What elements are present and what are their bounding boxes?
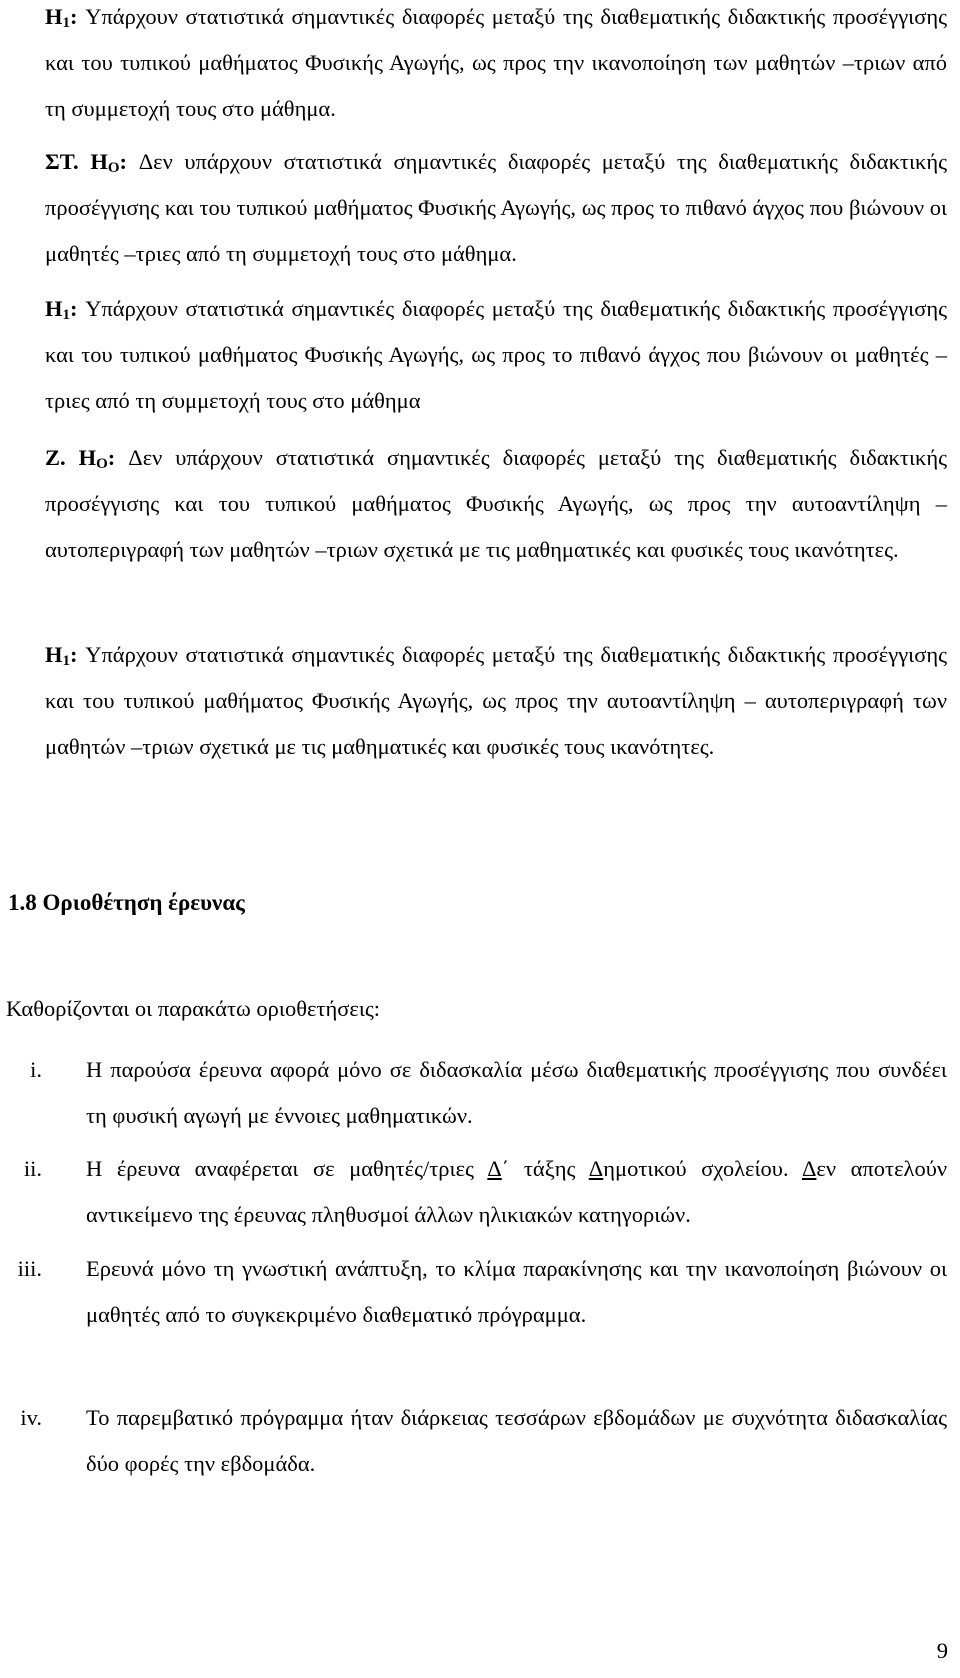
list-item-number: ii. (23, 1156, 42, 1181)
hypothesis-symbol: $H_1$: (45, 296, 78, 323)
hypothesis-symbol: $H_1$: (45, 642, 78, 669)
underlined-letter: Δ (487, 1156, 502, 1181)
section-heading: 1.8 Οριοθέτηση έρευνας (8, 890, 245, 915)
hypothesis-h0-anxiety (45, 139, 947, 277)
hypothesis-text: Δεν υπάρχουν στατιστικά σημαντικές διαφορές μεταξύ της διαθεματικής διδακτικής προσέγγισης και του τυπικού μαθήματος Φυσικής Αγωγής, ως προς την αυτοαντίληψη – αυτοπεριγραφή των μαθητών –τριων σχετικά με τις μαθηματικές και φυσικές τους ικανότητες. (45, 445, 948, 562)
hypothesis-text: Υπάρχουν στατιστικά σημαντικές διαφορές μεταξύ της διαθεματικής διδακτικής προσέγγισης και του τυπικού μαθήματος Φυσικής Αγωγής, ως προς το πιθανό άγχος που βιώνουν οι μαθητές –τριες από τη συμμετοχή τους στο μάθημα (45, 296, 947, 413)
list-item-number: iv. (20, 1405, 42, 1430)
hypothesis-text: Δεν υπάρχουν στατιστικά σημαντικές διαφορές μεταξύ της διαθεματικής διδακτικής προσέγγισης και του τυπικού μαθήματος Φυσικής Αγωγής, ως προς το πιθανό άγχος που βιώνουν οι μαθητές –τριες από τη συμμετοχή τους στο μάθημα. (45, 149, 948, 266)
list-item-number: i. (30, 1057, 42, 1082)
list-item-number: iii. (17, 1256, 42, 1281)
list-item-text: Η παρούσα έρευνα αφορά μόνο σε διδασκαλία μέσω διαθεματικής προσέγγισης που συνδέει τη φυσική αγωγή με έννοιες μαθηματικών. (86, 1057, 947, 1128)
page-number: 9 (936, 1638, 948, 1663)
hypothesis-text: Υπάρχουν στατιστικά σημαντικές διαφορές μεταξύ της διαθεματικής διδακτικής προσέγγισης και του τυπικού μαθήματος Φυσικής Αγωγής, ως προς την ικανοποίηση των μαθητών –τριων από τη συμμετοχή τους στο μάθημα. (45, 4, 947, 121)
hypothesis-h0-self-concept (45, 435, 947, 573)
hypothesis-label: ΣΤ. (45, 149, 79, 174)
hypothesis-symbol: $H_O$: (90, 149, 128, 176)
underlined-letter: Δ (801, 1156, 817, 1181)
hypothesis-symbol: $H_1$: (45, 4, 78, 31)
underlined-letter: Δ (588, 1156, 604, 1181)
hypothesis-text: Υπάρχουν στατιστικά σημαντικές διαφορές μεταξύ της διαθεματικής διδακτικής προσέγγισης και του τυπικού μαθήματος Φυσικής Αγωγής, ως προς την αυτοαντίληψη – αυτοπεριγραφή των μαθητών –τριων σχετικά με τις μαθηματικές και φυσικές τους ικανότητες. (45, 642, 947, 759)
hypothesis-h1-self-concept (45, 632, 947, 770)
list-item-text: Ερευνά μόνο τη γνωστική ανάπτυξη, το κλίμα παρακίνησης και την ικανοποίηση βιώνουν οι μαθητές από το συγκεκριμένο διαθεματικό πρόγραμμα. (86, 1256, 947, 1327)
hypothesis-h1-satisfaction (45, 0, 947, 132)
hypothesis-label: Ζ. (45, 445, 66, 470)
hypothesis-symbol: $H_O$: (78, 445, 116, 472)
list-item-text: Το παρεμβατικό πρόγραμμα ήταν διάρκειας τεσσάρων εβδομάδων με συχνότητα διδασκαλίας δύο φορές την εβδομάδα. (86, 1405, 947, 1476)
list-item-text: Η έρευνα αναφέρεται σε μαθητές/τριες Δ΄ τάξης Δημοτικού σχολείου. Δεν αποτελούν αντικείμενο της έρευνας πληθυσμοί άλλων ηλικιακών κατηγοριών. (86, 1156, 948, 1227)
hypothesis-h1-anxiety (45, 286, 947, 424)
section-intro: Καθορίζονται οι παρακάτω οριοθετήσεις: (6, 996, 381, 1021)
